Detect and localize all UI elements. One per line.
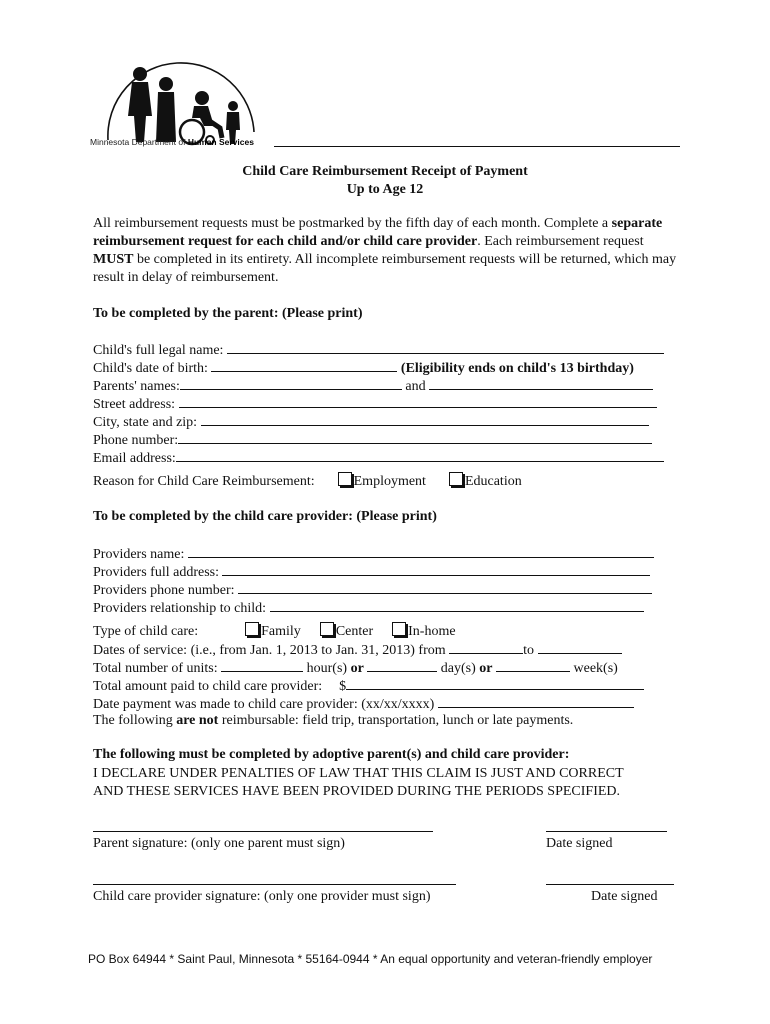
email-row: Email address: [93, 448, 664, 466]
provider-date-label: Date signed [591, 889, 658, 904]
parent2-name-field[interactable] [429, 376, 653, 390]
employment-checkbox[interactable] [338, 472, 352, 486]
education-checkbox[interactable] [449, 472, 463, 486]
phone-number-field[interactable] [178, 430, 652, 444]
provider-name-field[interactable] [188, 544, 654, 558]
city-state-zip-field[interactable] [201, 412, 649, 426]
service-from-field[interactable] [449, 640, 523, 654]
provider-name-row: Providers name: [93, 544, 654, 562]
parents-names-row: Parents' names: and [93, 376, 653, 394]
declaration-heading: The following must be completed by adoptive parent(s) and child care provider: [93, 747, 570, 762]
footer-address: PO Box 64944 * Saint Paul, Minnesota * 55164-0944 * An equal opportunity and veteran-friendly employer [88, 952, 653, 966]
in-home-checkbox[interactable] [392, 622, 406, 636]
form-subtitle: Up to Age 12 [346, 182, 424, 197]
hours-field[interactable] [221, 658, 303, 672]
email-address-field[interactable] [176, 448, 664, 462]
eligibility-note: (Eligibility ends on child's 13 birthday) [400, 361, 634, 376]
parent-signature-field[interactable] [93, 831, 433, 832]
parent-date-field[interactable] [546, 831, 667, 832]
units-row: Total number of units: hour(s) or day(s) or week(s) [93, 658, 618, 676]
child-name-row: Child's full legal name: [93, 340, 664, 358]
dates-row: Dates of service: (i.e., from Jan. 1, 2013 to Jan. 31, 2013) from to [93, 640, 622, 658]
instructions-paragraph: All reimbursement requests must be postmarked by the fifth day of each month. Complete a separate reimbursement request for each child and/or child care provider. Each reimbursement request MUST be completed in its entirety. All incomplete reimbursement requests will be returned, which may result in delay of reimbursement. [93, 216, 677, 285]
provider-relationship-row: Providers relationship to child: [93, 598, 644, 616]
provider-section-heading: To be completed by the child care provider: (Please print) [93, 509, 437, 524]
amount-paid-field[interactable] [346, 676, 644, 690]
service-to-field[interactable] [538, 640, 622, 654]
weeks-field[interactable] [496, 658, 570, 672]
provider-relationship-field[interactable] [270, 598, 644, 612]
provider-phone-field[interactable] [238, 580, 652, 594]
amount-row: Total amount paid to child care provider: $ [93, 676, 644, 694]
provider-signature-label: Child care provider signature: (only one provider must sign) [93, 889, 431, 904]
not-reimbursable-row: The following are not reimbursable: field trip, transportation, lunch or late payments. [93, 713, 574, 728]
parent-section-heading: To be completed by the parent: (Please print) [93, 306, 363, 321]
city-row: City, state and zip: [93, 412, 649, 430]
street-address-field[interactable] [179, 394, 657, 408]
days-field[interactable] [367, 658, 437, 672]
child-name-field[interactable] [227, 340, 664, 354]
phone-row: Phone number: [93, 430, 652, 448]
declaration-line-1: I DECLARE UNDER PENALTIES OF LAW THAT THIS CLAIM IS JUST AND CORRECT [93, 766, 624, 781]
reason-row: Reason for Child Care Reimbursement: Employment Education [93, 474, 522, 489]
header-rule [274, 146, 680, 147]
form-title: Child Care Reimbursement Receipt of Payment [242, 164, 528, 179]
child-dob-row: Child's date of birth: (Eligibility ends on child's 13 birthday) [93, 358, 634, 376]
street-row: Street address: [93, 394, 657, 412]
provider-address-field[interactable] [222, 562, 650, 576]
parent-signature-label: Parent signature: (only one parent must sign) [93, 836, 345, 851]
child-dob-field[interactable] [211, 358, 397, 372]
declaration-line-2: AND THESE SERVICES HAVE BEEN PROVIDED DURING THE PERIODS SPECIFIED. [93, 784, 621, 799]
family-checkbox[interactable] [245, 622, 259, 636]
date-paid-field[interactable] [438, 694, 634, 708]
date-paid-row: Date payment was made to child care provider: (xx/xx/xxxx) [93, 694, 634, 712]
parent-date-label: Date signed [546, 836, 613, 851]
provider-date-field[interactable] [546, 884, 674, 885]
agency-name: Minnesota Department of Human Services [90, 137, 254, 147]
provider-signature-field[interactable] [93, 884, 456, 885]
provider-phone-row: Providers phone number: [93, 580, 652, 598]
parent1-name-field[interactable] [180, 376, 402, 390]
provider-address-row: Providers full address: [93, 562, 650, 580]
center-checkbox[interactable] [320, 622, 334, 636]
care-type-row: Type of child care: Family Center In-home [93, 624, 456, 639]
